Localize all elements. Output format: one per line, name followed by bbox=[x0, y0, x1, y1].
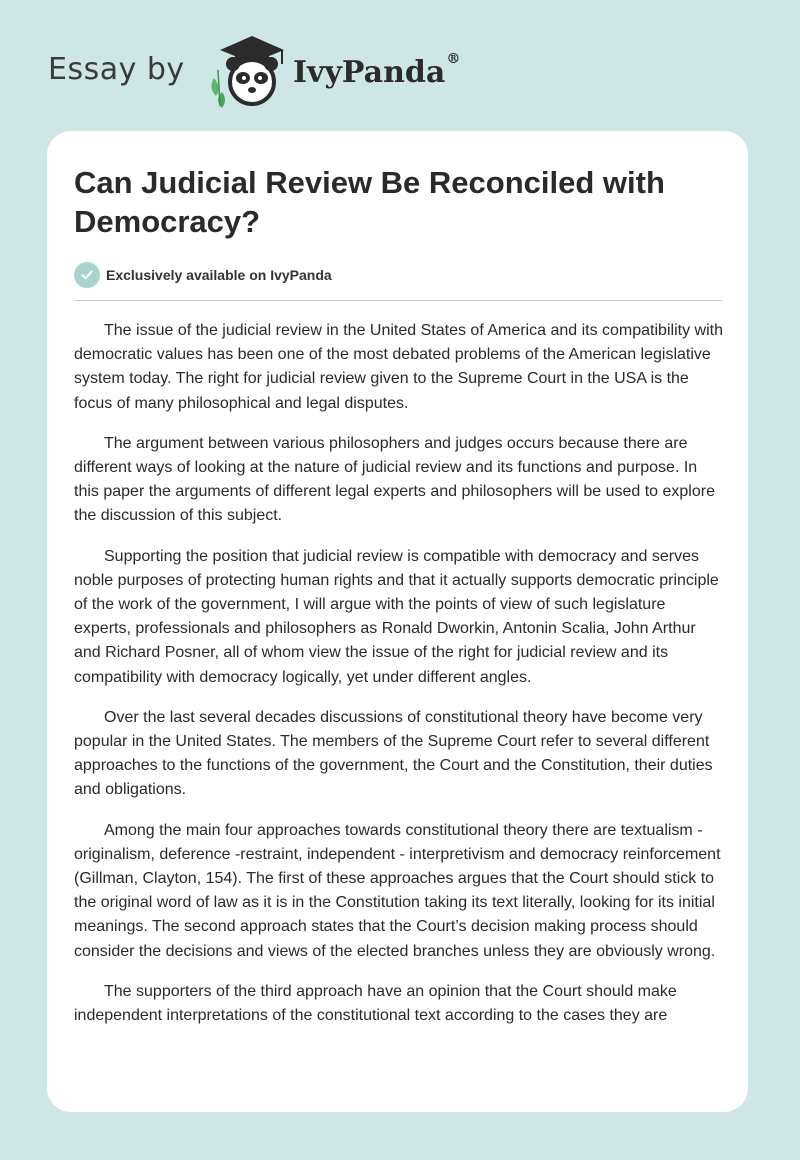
brand-name-text: IvyPanda bbox=[293, 55, 446, 90]
paragraph: The issue of the judicial review in the United States of America and its compatibility with democratic values has been one of the most debated problems of the American legislative system today. The right for judicial review given to the Supreme Court in the USA is the focus of many philosophical and legal disputes. bbox=[74, 322, 723, 412]
paragraph: The supporters of the third approach have an opinion that the Court should make independent interpretations of the constitutional text according to the cases they are bbox=[74, 982, 677, 1025]
paragraph: Over the last several decades discussions of constitutional theory have become very popular in the United States. The members of the Supreme Court refer to several different approaches to the functions of the government, the Court and the Constitution, their duties and obligations. bbox=[74, 708, 713, 799]
paragraph: Among the main four approaches towards constitutional theory there are textualism - originalism, deference -restraint, independent - interpretivism and democracy reinforcement (Gillman, Clayton, 154). The first of these approaches argues that the Court should stick to the original word of law as it is in the Constitution taking its text literally, looking for its initial meanings. The second approach states that the Court’s decision making process should consider the decisions and views of the elected branches unless they are obviously wrong. bbox=[74, 821, 721, 960]
exclusive-badge-text: Exclusively available on IvyPanda bbox=[106, 267, 332, 283]
paragraph: The argument between various philosophers and judges occurs because there are different ways of looking at the nature of judicial review and its functions and purpose. In this paper the arguments of different legal experts and philosophers will be used to explore the discussion of this subject. bbox=[74, 434, 715, 525]
registered-mark: ® bbox=[446, 51, 461, 67]
check-icon bbox=[74, 262, 100, 288]
panda-graduate-icon[interactable] bbox=[200, 30, 300, 110]
paragraph: Supporting the position that judicial review is compatible with democracy and serves noble purposes of protecting human rights and that it actually supports democratic principle of the work of the government, I will argue with the points of view of such legislature experts, professionals and philosophers as Ronald Dworkin, Antonin Scalia, John Arthur and Richard Posner, all of whom view the issue of the right for judicial review and its compatibility with democracy logically, yet under different angles. bbox=[74, 547, 719, 686]
article-title: Can Judicial Review Be Reconciled with Democracy? bbox=[74, 165, 665, 239]
title-divider bbox=[74, 300, 722, 301]
article-body bbox=[74, 319, 724, 1028]
site-header bbox=[48, 30, 748, 110]
essay-by-label: Essay by bbox=[48, 52, 185, 87]
article-card bbox=[47, 131, 748, 1112]
brand-name[interactable] bbox=[293, 51, 461, 90]
exclusive-badge bbox=[74, 261, 721, 289]
